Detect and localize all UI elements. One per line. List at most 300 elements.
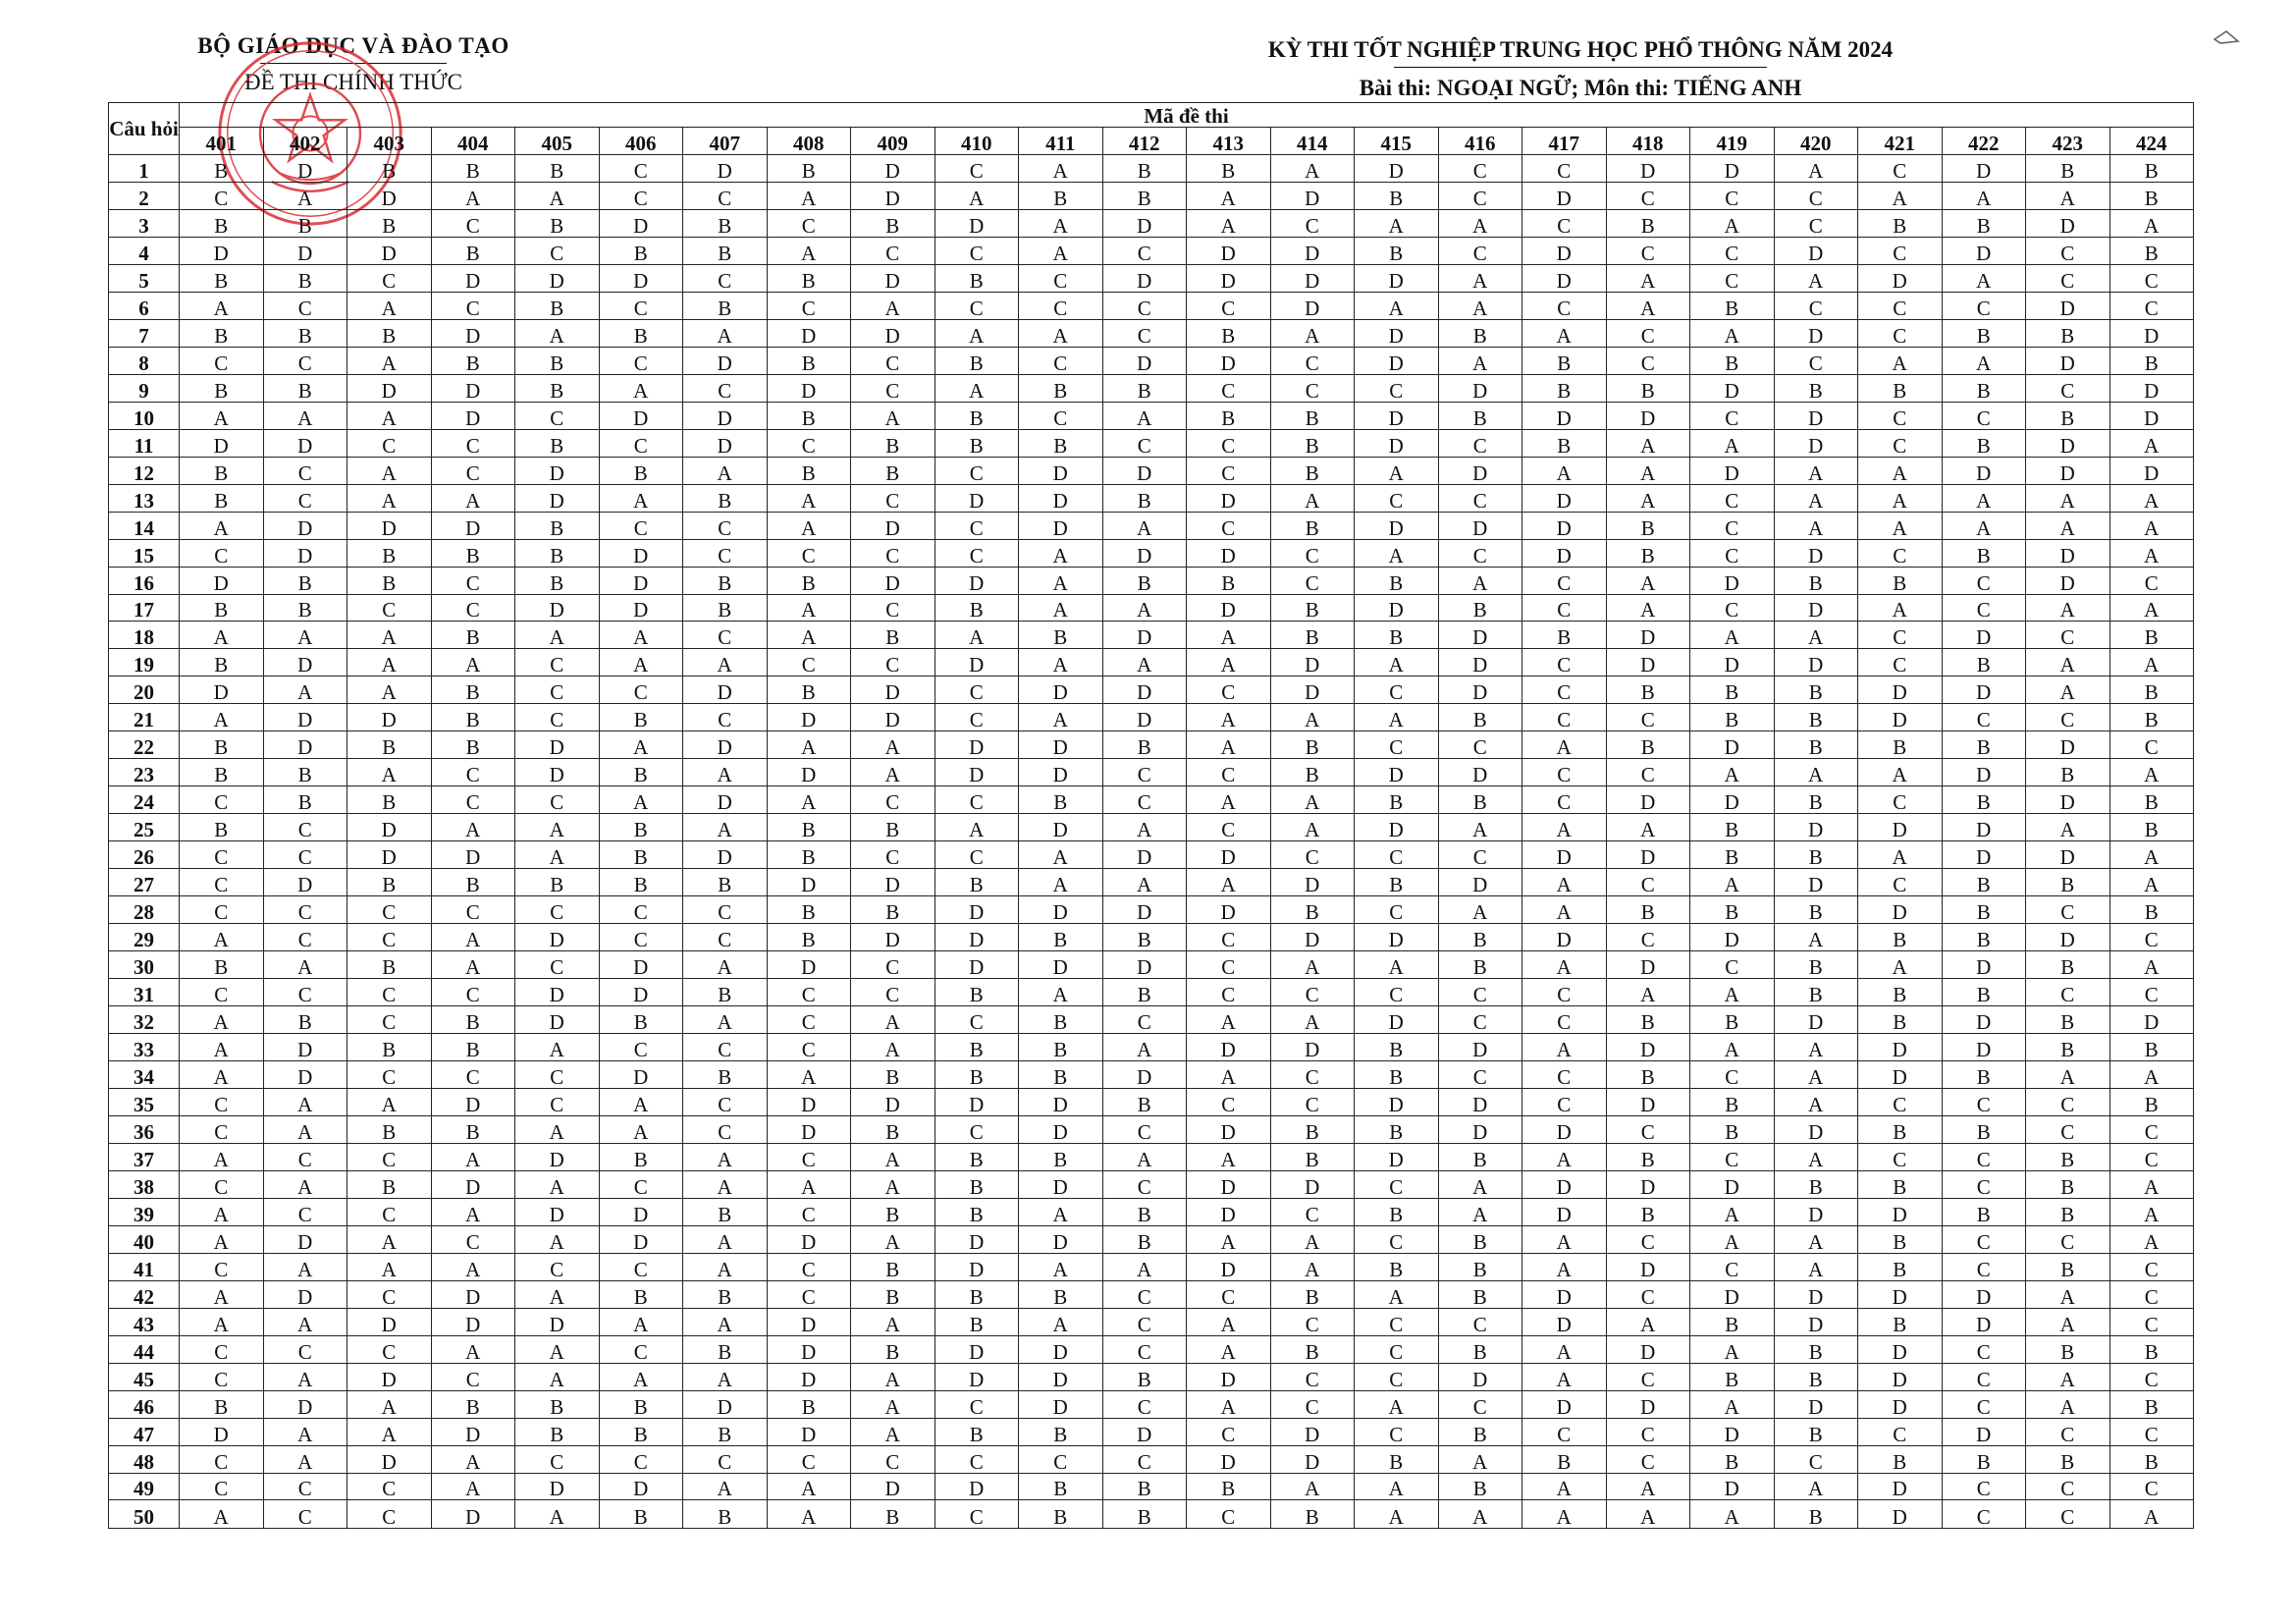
answer-cell: B <box>1438 1418 1522 1445</box>
answer-cell: D <box>1019 1088 1103 1115</box>
answer-cell: C <box>683 539 768 567</box>
answer-cell: A <box>683 1006 768 1034</box>
answer-cell: D <box>1270 677 1355 704</box>
answer-cell: D <box>1606 622 1690 649</box>
answer-cell: D <box>1690 457 1775 484</box>
answer-cell: B <box>1187 402 1271 429</box>
answer-cell: B <box>1438 1253 1522 1280</box>
answer-cell: A <box>1606 292 1690 319</box>
answer-cell: A <box>431 951 515 979</box>
answer-cell: D <box>851 567 935 594</box>
answer-cell: B <box>431 1390 515 1418</box>
answer-cell: C <box>683 1088 768 1115</box>
answer-cell: A <box>1270 704 1355 731</box>
answer-cell: A <box>1522 814 1607 841</box>
answer-cell: C <box>2026 1418 2110 1445</box>
answer-cell: B <box>683 1335 768 1363</box>
answer-cell: B <box>2026 1198 2110 1225</box>
answer-cell: B <box>2026 951 2110 979</box>
answer-cell: A <box>683 649 768 677</box>
answer-cell: D <box>431 1500 515 1529</box>
answer-cell: A <box>767 1060 851 1088</box>
answer-cell: D <box>1438 1088 1522 1115</box>
answer-cell: A <box>1355 1280 1439 1308</box>
answer-cell: D <box>1187 237 1271 264</box>
answer-cell: D <box>934 209 1019 237</box>
answer-cell: B <box>767 924 851 951</box>
answer-cell: A <box>431 814 515 841</box>
question-number: 33 <box>109 1034 180 1061</box>
answer-cell: D <box>934 1363 1019 1390</box>
table-row <box>109 1115 2194 1143</box>
answer-cell: C <box>2109 1143 2194 1170</box>
answer-cell: B <box>851 457 935 484</box>
answer-cell: A <box>515 1500 600 1529</box>
answer-cell: A <box>934 622 1019 649</box>
answer-cell: A <box>431 182 515 209</box>
answer-cell: C <box>2026 979 2110 1006</box>
answer-cell: B <box>180 814 264 841</box>
answer-cell: A <box>2026 677 2110 704</box>
answer-cell: D <box>1690 731 1775 759</box>
answer-cell: B <box>515 155 600 183</box>
table-row <box>109 951 2194 979</box>
answer-cell: C <box>1522 209 1607 237</box>
answer-cell: C <box>1187 1418 1271 1445</box>
answer-cell: C <box>1270 1198 1355 1225</box>
answer-cell: D <box>1270 649 1355 677</box>
answer-cell: A <box>1187 1060 1271 1088</box>
answer-cell: B <box>1355 786 1439 814</box>
answer-cell: D <box>1522 1115 1607 1143</box>
answer-cell: C <box>180 786 264 814</box>
answer-cell: B <box>2026 1034 2110 1061</box>
answer-cell: B <box>767 457 851 484</box>
table-row <box>109 731 2194 759</box>
answer-cell: B <box>1102 155 1187 183</box>
answer-cell: C <box>767 1034 851 1061</box>
answer-cell: A <box>1019 539 1103 567</box>
answer-cell: D <box>767 951 851 979</box>
question-number: 16 <box>109 567 180 594</box>
answer-cell: D <box>767 374 851 402</box>
answer-cell: C <box>347 1198 432 1225</box>
answer-cell: D <box>1355 1143 1439 1170</box>
answer-cell: C <box>683 622 768 649</box>
answer-cell: A <box>934 319 1019 347</box>
answer-cell: A <box>180 1198 264 1225</box>
answer-cell: A <box>934 814 1019 841</box>
answer-cell: D <box>1774 814 1858 841</box>
answer-cell: A <box>347 1253 432 1280</box>
question-number: 21 <box>109 704 180 731</box>
answer-cell: B <box>1102 1363 1187 1390</box>
answer-cell: A <box>1438 209 1522 237</box>
answer-cell: A <box>1270 319 1355 347</box>
answer-cell: A <box>1522 1143 1607 1170</box>
answer-cell: D <box>263 539 347 567</box>
answer-cell: A <box>1187 1225 1271 1253</box>
answer-cell: B <box>263 209 347 237</box>
answer-cell: B <box>1858 1308 1943 1335</box>
answer-cell: B <box>934 1280 1019 1308</box>
answer-cell: A <box>1102 512 1187 539</box>
answer-cell: A <box>851 1363 935 1390</box>
answer-cell: B <box>1774 374 1858 402</box>
question-number: 7 <box>109 319 180 347</box>
answer-cell: D <box>1355 429 1439 457</box>
answer-cell: B <box>1690 841 1775 869</box>
answer-cell: D <box>347 1308 432 1335</box>
answer-cell: B <box>1858 924 1943 951</box>
answer-cell: A <box>1522 1363 1607 1390</box>
answer-cell: C <box>1270 1390 1355 1418</box>
answer-cell: B <box>2109 1445 2194 1473</box>
answer-cell: C <box>1858 155 1943 183</box>
answer-cell: C <box>1187 1088 1271 1115</box>
answer-cell: B <box>431 539 515 567</box>
answer-cell: B <box>180 594 264 622</box>
answer-cell: B <box>683 567 768 594</box>
answer-cell: B <box>1187 319 1271 347</box>
answer-cell: D <box>1522 1280 1607 1308</box>
answer-cell: D <box>1102 841 1187 869</box>
answer-cell: D <box>851 677 935 704</box>
answer-cell: B <box>934 347 1019 374</box>
answer-cell: A <box>431 649 515 677</box>
answer-cell: D <box>1187 484 1271 512</box>
answer-cell: D <box>1019 677 1103 704</box>
answer-cell: B <box>767 567 851 594</box>
answer-cell: A <box>1019 704 1103 731</box>
answer-cell: A <box>1774 1473 1858 1500</box>
answer-cell: A <box>1270 786 1355 814</box>
answer-cell: C <box>934 841 1019 869</box>
answer-cell: C <box>1102 786 1187 814</box>
answer-cell: C <box>1858 1088 1943 1115</box>
table-row <box>109 402 2194 429</box>
answer-cell: B <box>1019 1280 1103 1308</box>
question-number: 39 <box>109 1198 180 1225</box>
answer-cell: A <box>1355 1473 1439 1500</box>
answer-cell: B <box>683 209 768 237</box>
answer-cell: D <box>431 402 515 429</box>
answer-cell: C <box>851 951 935 979</box>
answer-cell: D <box>1690 1170 1775 1198</box>
answer-cell: B <box>934 264 1019 292</box>
answer-cell: D <box>1102 677 1187 704</box>
answer-cell: B <box>683 869 768 896</box>
exam-code-header: 402 <box>263 128 347 155</box>
answer-cell: C <box>1187 951 1271 979</box>
answer-cell: D <box>1355 924 1439 951</box>
answer-cell: C <box>851 484 935 512</box>
answer-cell: D <box>1606 649 1690 677</box>
answer-cell: D <box>1606 1034 1690 1061</box>
answer-cell: C <box>2026 1088 2110 1115</box>
answer-cell: B <box>1774 731 1858 759</box>
question-number: 35 <box>109 1088 180 1115</box>
answer-cell: D <box>347 1445 432 1473</box>
answer-cell: A <box>263 1363 347 1390</box>
answer-cell: D <box>1774 319 1858 347</box>
answer-cell: D <box>1270 1170 1355 1198</box>
answer-cell: C <box>1942 1473 2026 1500</box>
answer-cell: A <box>1774 924 1858 951</box>
answer-cell: C <box>1438 1308 1522 1335</box>
answer-cell: C <box>599 1253 683 1280</box>
answer-cell: D <box>1187 1198 1271 1225</box>
answer-cell: B <box>1019 1473 1103 1500</box>
answer-cell: B <box>431 1006 515 1034</box>
answer-cell: A <box>1522 1034 1607 1061</box>
answer-cell: B <box>2109 677 2194 704</box>
answer-cell: C <box>1355 979 1439 1006</box>
answer-cell: C <box>515 896 600 924</box>
answer-cell: C <box>1858 786 1943 814</box>
answer-cell: C <box>1270 209 1355 237</box>
answer-cell: C <box>934 539 1019 567</box>
answer-cell: D <box>1522 841 1607 869</box>
answer-cell: B <box>2026 1253 2110 1280</box>
question-number: 20 <box>109 677 180 704</box>
answer-cell: A <box>683 759 768 786</box>
answer-cell: D <box>1270 264 1355 292</box>
exam-code-group-header: Mã đề thi <box>180 103 2194 128</box>
answer-cell: B <box>2109 347 2194 374</box>
answer-cell: B <box>1774 786 1858 814</box>
answer-cell: D <box>1355 319 1439 347</box>
answer-cell: C <box>1942 567 2026 594</box>
answer-cell: A <box>599 786 683 814</box>
answer-cell: C <box>1690 594 1775 622</box>
answer-cell: D <box>1019 759 1103 786</box>
answer-cell: A <box>347 1088 432 1115</box>
answer-cell: B <box>1270 457 1355 484</box>
answer-cell: B <box>1858 1170 1943 1198</box>
answer-cell: D <box>1606 951 1690 979</box>
answer-cell: B <box>1858 1225 1943 1253</box>
answer-cell: D <box>767 1088 851 1115</box>
table-row <box>109 1088 2194 1115</box>
answer-cell: B <box>1019 1500 1103 1529</box>
answer-cell: C <box>180 182 264 209</box>
answer-cell: D <box>1774 237 1858 264</box>
answer-cell: A <box>1942 264 2026 292</box>
answer-cell: A <box>1102 869 1187 896</box>
answer-cell: C <box>1858 292 1943 319</box>
answer-cell: C <box>1606 319 1690 347</box>
answer-cell: D <box>1774 1390 1858 1418</box>
exam-code-header: 422 <box>1942 128 2026 155</box>
answer-cell: C <box>347 1143 432 1170</box>
table-row <box>109 1253 2194 1280</box>
answer-cell: A <box>1690 429 1775 457</box>
answer-cell: C <box>347 1473 432 1500</box>
answer-cell: D <box>1102 704 1187 731</box>
answer-cell: D <box>1438 869 1522 896</box>
answer-cell: C <box>599 896 683 924</box>
answer-cell: B <box>1355 182 1439 209</box>
answer-cell: B <box>1942 1115 2026 1143</box>
question-number: 12 <box>109 457 180 484</box>
answer-cell: D <box>1858 1198 1943 1225</box>
answer-cell: C <box>431 429 515 457</box>
answer-cell: A <box>683 1473 768 1500</box>
answer-cell: C <box>599 677 683 704</box>
answer-cell: C <box>431 1225 515 1253</box>
answer-cell: B <box>1270 896 1355 924</box>
answer-key-table <box>108 102 2194 1529</box>
answer-cell: C <box>1355 677 1439 704</box>
answer-cell: A <box>851 1034 935 1061</box>
answer-cell: C <box>1522 292 1607 319</box>
answer-cell: C <box>851 594 935 622</box>
question-number: 25 <box>109 814 180 841</box>
answer-cell: A <box>1019 594 1103 622</box>
answer-cell: D <box>1102 896 1187 924</box>
answer-cell: B <box>1606 209 1690 237</box>
answer-cell: A <box>1187 622 1271 649</box>
answer-cell: A <box>1606 567 1690 594</box>
answer-cell: C <box>934 1445 1019 1473</box>
answer-cell: C <box>347 924 432 951</box>
question-number: 11 <box>109 429 180 457</box>
answer-cell: B <box>515 869 600 896</box>
answer-cell: A <box>851 1143 935 1170</box>
answer-cell: B <box>683 1418 768 1445</box>
answer-cell: C <box>180 1445 264 1473</box>
answer-cell: B <box>180 319 264 347</box>
answer-cell: D <box>1187 1445 1271 1473</box>
answer-cell: B <box>180 457 264 484</box>
answer-cell: D <box>180 677 264 704</box>
answer-cell: B <box>515 1390 600 1418</box>
answer-cell: A <box>1606 264 1690 292</box>
answer-cell: D <box>1690 649 1775 677</box>
answer-cell: C <box>1606 182 1690 209</box>
answer-cell: B <box>1102 374 1187 402</box>
answer-cell: D <box>683 731 768 759</box>
table-row <box>109 814 2194 841</box>
answer-cell: A <box>767 786 851 814</box>
answer-cell: C <box>767 1253 851 1280</box>
answer-cell: D <box>851 1473 935 1500</box>
answer-cell: D <box>1355 512 1439 539</box>
answer-cell: D <box>2026 292 2110 319</box>
answer-cell: C <box>683 512 768 539</box>
answer-cell: D <box>2026 731 2110 759</box>
question-number: 44 <box>109 1335 180 1363</box>
answer-cell: C <box>263 1335 347 1363</box>
answer-cell: C <box>2109 1418 2194 1445</box>
answer-cell: D <box>1522 924 1607 951</box>
answer-cell: C <box>851 786 935 814</box>
answer-cell: D <box>1606 1335 1690 1363</box>
answer-cell: B <box>934 1170 1019 1198</box>
answer-cell: D <box>599 951 683 979</box>
answer-cell: D <box>599 594 683 622</box>
answer-cell: C <box>934 155 1019 183</box>
answer-cell: D <box>1942 622 2026 649</box>
answer-cell: B <box>1019 374 1103 402</box>
answer-cell: C <box>431 786 515 814</box>
answer-cell: C <box>1522 1060 1607 1088</box>
answer-cell: B <box>1690 704 1775 731</box>
answer-cell: D <box>1774 1115 1858 1143</box>
answer-cell: D <box>767 1115 851 1143</box>
answer-cell: C <box>599 1170 683 1198</box>
answer-cell: B <box>2109 1335 2194 1363</box>
answer-cell: D <box>1606 155 1690 183</box>
answer-cell: C <box>767 1280 851 1308</box>
answer-cell: A <box>515 1115 600 1143</box>
answer-cell: A <box>263 622 347 649</box>
answer-cell: B <box>683 594 768 622</box>
answer-cell: B <box>431 704 515 731</box>
answer-cell: A <box>1774 622 1858 649</box>
answer-cell: B <box>1942 1445 2026 1473</box>
answer-cell: C <box>683 182 768 209</box>
answer-cell: C <box>2026 1473 2110 1500</box>
answer-cell: D <box>1187 1363 1271 1390</box>
answer-cell: B <box>2026 869 2110 896</box>
exam-code-header: 409 <box>851 128 935 155</box>
answer-cell: D <box>1690 567 1775 594</box>
answer-cell: D <box>2026 924 2110 951</box>
answer-cell: B <box>1438 1225 1522 1253</box>
answer-cell: B <box>934 402 1019 429</box>
answer-cell: D <box>1438 374 1522 402</box>
answer-cell: D <box>1019 896 1103 924</box>
answer-cell: B <box>2109 1034 2194 1061</box>
answer-cell: C <box>1187 814 1271 841</box>
answer-cell: C <box>431 292 515 319</box>
exam-code-header: 401 <box>180 128 264 155</box>
answer-cell: B <box>1438 1143 1522 1170</box>
answer-cell: B <box>2109 1390 2194 1418</box>
answer-cell: B <box>1102 182 1187 209</box>
answer-cell: B <box>1774 677 1858 704</box>
answer-cell: B <box>1942 896 2026 924</box>
answer-cell: A <box>1606 457 1690 484</box>
answer-cell: B <box>1102 924 1187 951</box>
answer-cell: C <box>1187 374 1271 402</box>
answer-cell: A <box>683 814 768 841</box>
answer-cell: B <box>1355 1034 1439 1061</box>
answer-cell: D <box>934 649 1019 677</box>
answer-cell: A <box>1774 155 1858 183</box>
answer-cell: C <box>1606 1418 1690 1445</box>
answer-cell: B <box>599 1280 683 1308</box>
answer-cell: D <box>180 429 264 457</box>
question-number: 31 <box>109 979 180 1006</box>
answer-cell: C <box>1858 869 1943 896</box>
table-row <box>109 622 2194 649</box>
answer-cell: A <box>2109 841 2194 869</box>
answer-cell: D <box>851 182 935 209</box>
answer-cell: A <box>515 1225 600 1253</box>
table-row <box>109 429 2194 457</box>
answer-cell: A <box>263 402 347 429</box>
answer-cell: A <box>683 319 768 347</box>
answer-cell: D <box>1438 1363 1522 1390</box>
answer-cell: D <box>1942 841 2026 869</box>
answer-cell: C <box>1438 979 1522 1006</box>
answer-cell: C <box>1102 1280 1187 1308</box>
answer-cell: C <box>683 1034 768 1061</box>
answer-cell: D <box>431 512 515 539</box>
